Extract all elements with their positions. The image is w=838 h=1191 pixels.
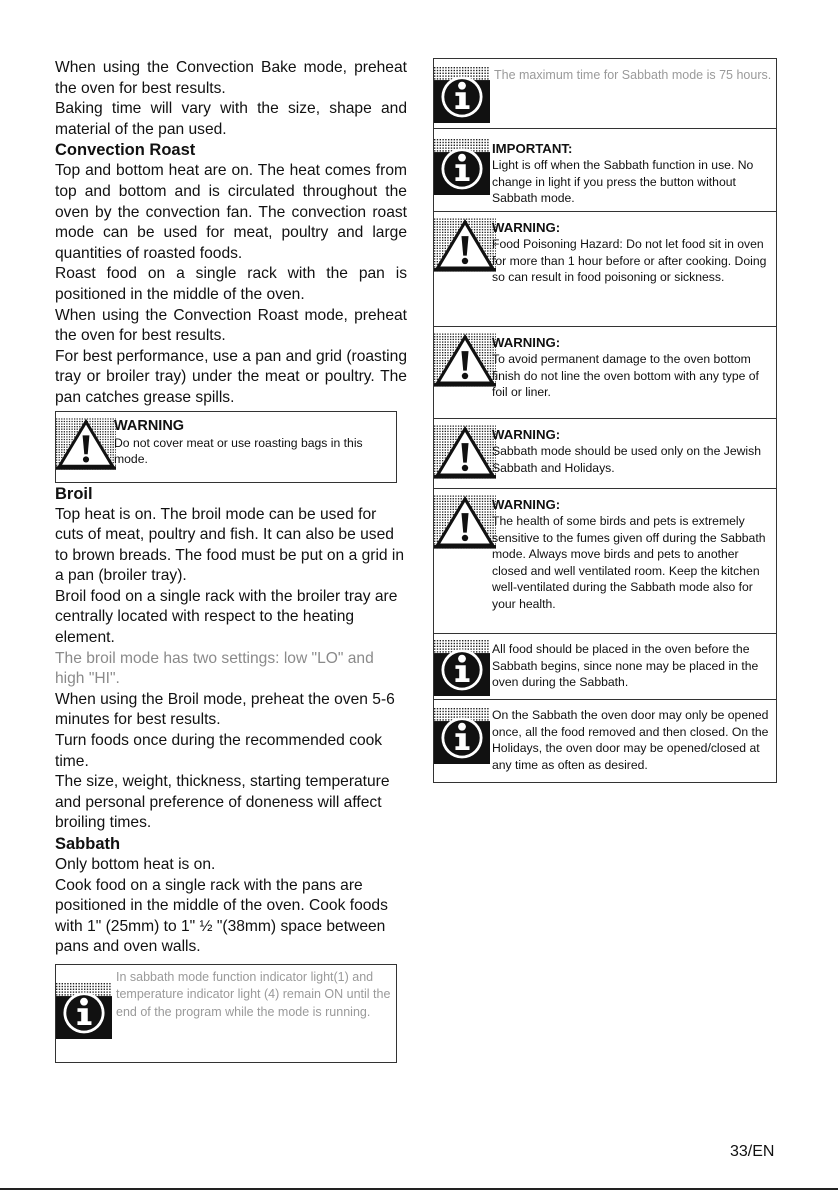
paragraph: Top and bottom heat are on. The heat comes from top and bottom and is circulated throughout the oven by the convection fan. The convection roast mode can be used for meat, poultry and large quantities of roasted foods. xyxy=(55,162,407,262)
warning-title: WARNING: xyxy=(492,497,561,512)
paragraph: When using the Convection Bake mode, preheat the oven for best results. xyxy=(55,59,407,97)
info-icon xyxy=(434,139,490,195)
info-icon xyxy=(434,708,490,764)
paragraph: Turn foods once during the recommended cook time. xyxy=(55,732,383,770)
warning-text: Do not cover meat or use roasting bags in this mode. xyxy=(114,435,363,467)
info-icon xyxy=(434,640,490,696)
info-text: On the Sabbath the oven door may only be opened once, all the food removed and then closed. On the Holidays, the oven door may be opened/closed at any time as often as desired. xyxy=(492,708,769,772)
paragraph: Cook food on a single rack with the pans are positioned in the middle of the oven. Cook foods with 1" (25mm) to 1" ½ "(38mm) space between pans and oven walls. xyxy=(55,876,388,956)
paragraph: Top heat is on. The broil mode can be used for cuts of meat, poultry and fish. It can also be used to brown breads. The food must be put on a grid in a pan (broiler tray). xyxy=(55,505,405,585)
warning-box-food-poisoning xyxy=(434,212,776,327)
warning-text: The health of some birds and pets is extremely sensitive to the fumes given off during the Sabbath mode. Always move birds and pets to another closed and well ventilated room. Keep the kitchen well-ventilated during the Sabbath mode also for your health. xyxy=(492,514,766,611)
paragraph: For best performance, use a pan and grid (roasting tray or broiler tray) under the meat or poultry. The pan catches grease spills. xyxy=(55,347,407,406)
info-box-oven-door xyxy=(434,700,776,782)
warning-triangle-icon xyxy=(434,218,496,272)
warning-text: Sabbath mode should be used only on the Jewish Sabbath and Holidays. xyxy=(492,444,761,475)
important-box-light xyxy=(434,129,776,212)
right-column-notices xyxy=(433,58,777,783)
section-heading-broil: Broil xyxy=(55,484,93,503)
paragraph: When using the Convection Roast mode, preheat the oven for best results. xyxy=(55,306,407,345)
important-text: Light is off when the Sabbath function in use. No change in light if you press the button without Sabbath mode. xyxy=(492,158,754,206)
info-box-max-time xyxy=(434,59,776,129)
warning-triangle-icon xyxy=(434,425,496,479)
section-heading-sabbath: Sabbath xyxy=(55,835,121,853)
warning-title: WARNING xyxy=(114,417,185,434)
warning-triangle-icon xyxy=(434,333,496,387)
warning-text: To avoid permanent damage to the oven bottom finish do not line the oven bottom with any type of foil or liner. xyxy=(492,352,759,400)
warning-title: WARNING: xyxy=(492,335,561,350)
page-number: 33/EN xyxy=(730,1143,775,1160)
info-text: In sabbath mode function indicator light(1) and temperature indicator light (4) remain ON until the end of the program while the mode is running. xyxy=(116,969,391,1019)
info-box-indicator-lights xyxy=(55,964,397,1063)
paragraph: Roast food on a single rack with the pan is positioned in the middle of the oven. xyxy=(55,265,407,303)
info-icon xyxy=(434,67,490,123)
warning-title: WARNING: xyxy=(492,220,561,235)
paragraph: Baking time will vary with the size, shape and material of the pan used. xyxy=(55,100,407,138)
warning-title: WARNING: xyxy=(492,427,561,442)
warning-triangle-icon xyxy=(56,414,116,474)
important-title: IMPORTANT: xyxy=(492,141,573,156)
info-text: All food should be placed in the oven before the Sabbath begins, since none may be placed in the oven during the Sabbath. xyxy=(492,642,759,690)
paragraph: The broil mode has two settings: low "LO" and high "HI". xyxy=(55,649,374,688)
paragraph: Only bottom heat is on. xyxy=(55,856,216,873)
paragraph: The size, weight, thickness, starting temperature and personal preference of doneness will affect broiling times. xyxy=(55,773,390,832)
warning-text: Food Poisoning Hazard: Do not let food sit in oven for more than 1 hour before or after cooking. Doing so can result in food poisoning or sickness. xyxy=(492,237,767,285)
warning-box-sabbath-usage xyxy=(434,419,776,489)
warning-box-roasting-bags xyxy=(55,411,397,483)
bottom-rule xyxy=(0,1188,838,1190)
info-text: The maximum time for Sabbath mode is 75 hours. xyxy=(494,68,772,82)
warning-box-pets xyxy=(434,489,776,634)
warning-triangle-icon xyxy=(434,495,496,549)
paragraph: Broil food on a single rack with the broiler tray are centrally located with respect to the heating element. xyxy=(55,587,398,647)
paragraph: When using the Broil mode, preheat the oven 5-6 minutes for best results. xyxy=(55,690,395,729)
section-heading-convection-roast: Convection Roast xyxy=(55,141,196,160)
info-icon xyxy=(56,983,112,1039)
warning-box-oven-bottom xyxy=(434,327,776,419)
info-box-food-placement xyxy=(434,634,776,700)
left-column xyxy=(55,58,407,1063)
